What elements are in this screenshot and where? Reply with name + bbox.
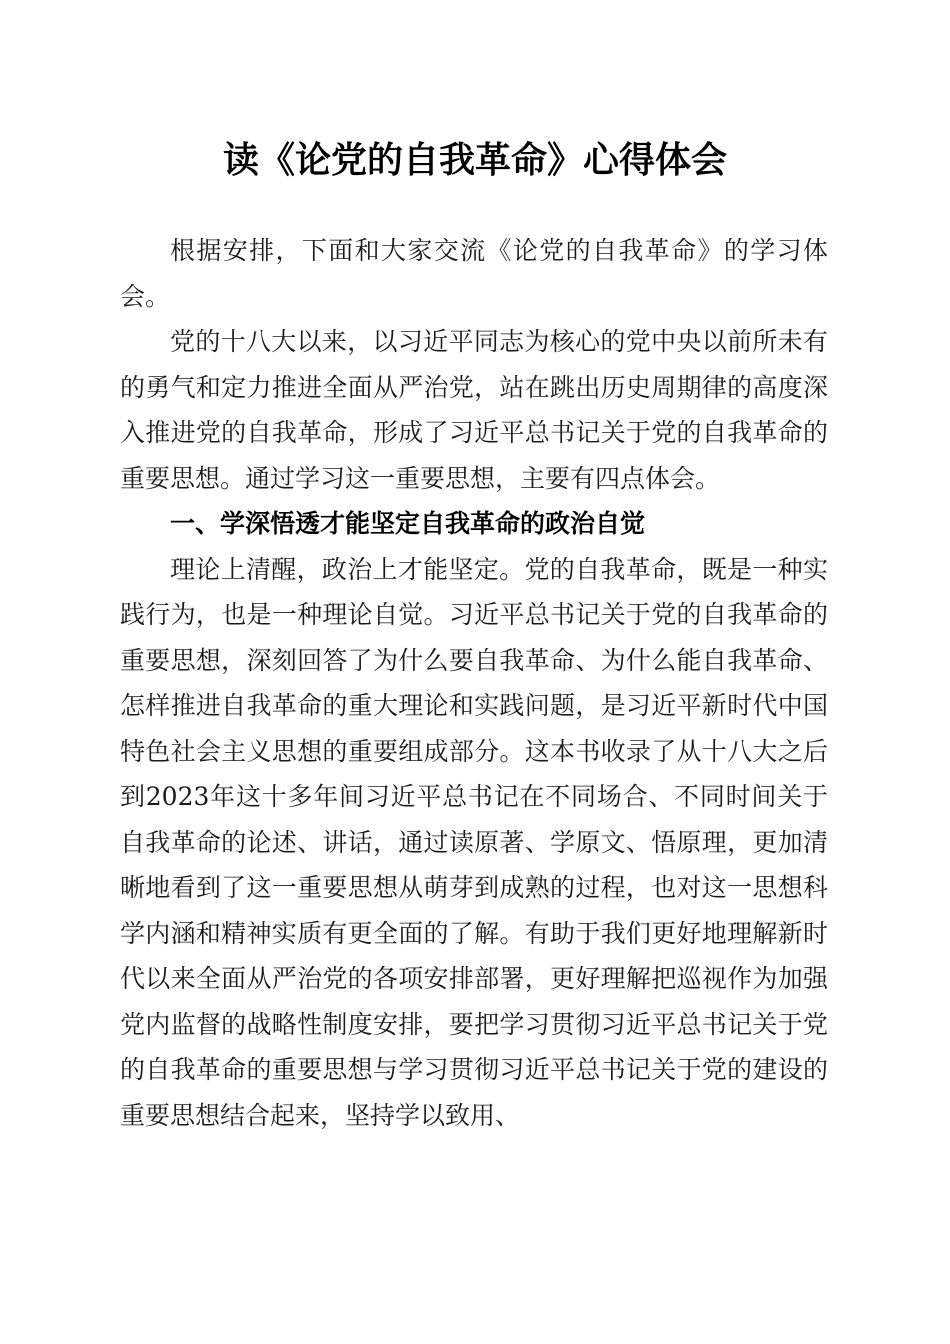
section-paragraph: 理论上清醒，政治上才能坚定。党的自我革命，既是一种实践行为，也是一种理论自觉。习近平总书记关于党的自我革命的重要思想，深刻回答了为什么要自我革命、为什么能自我革命、怎样推进自我革命的重大理论和实践问题，是习近平新时代中国特色社会主义思想的重要组成部分。这本书收录了从十八大之后到2023年这十多年间习近平总书记在不同场合、不同时间关于自我革命的论述、讲话，通过读原著、学原文、悟原理，更加清晰地看到了这一重要思想从萌芽到成熟的过程，也对这一思想科学内涵和精神实质有更全面的了解。有助于我们更好地理解新时代以来全面从严治党的各项安排部署，更好理解把巡视作为加强党内监督的战略性制度安排，要把学习贯彻习近平总书记关于党的自我革命的重要思想与学习贯彻习近平总书记关于党的建设的重要思想结合起来，坚持学以致用、	[120, 554, 828, 1130]
document-title: 读《论党的自我革命》心得体会	[222, 139, 727, 181]
document-body	[120, 228, 828, 1138]
intro-paragraph: 根据安排，下面和大家交流《论党的自我革命》的学习体会。	[120, 236, 828, 311]
section-heading: 一、学深悟透才能坚定自我革命的政治自觉	[170, 509, 646, 538]
overview-paragraph: 党的十八大以来，以习近平同志为核心的党中央以前所未有的勇气和定力推进全面从严治党，站在跳出历史周期律的高度深入推进党的自我革命，形成了习近平总书记关于党的自我革命的重要思想。通过学习这一重要思想，主要有四点体会。	[120, 327, 828, 493]
